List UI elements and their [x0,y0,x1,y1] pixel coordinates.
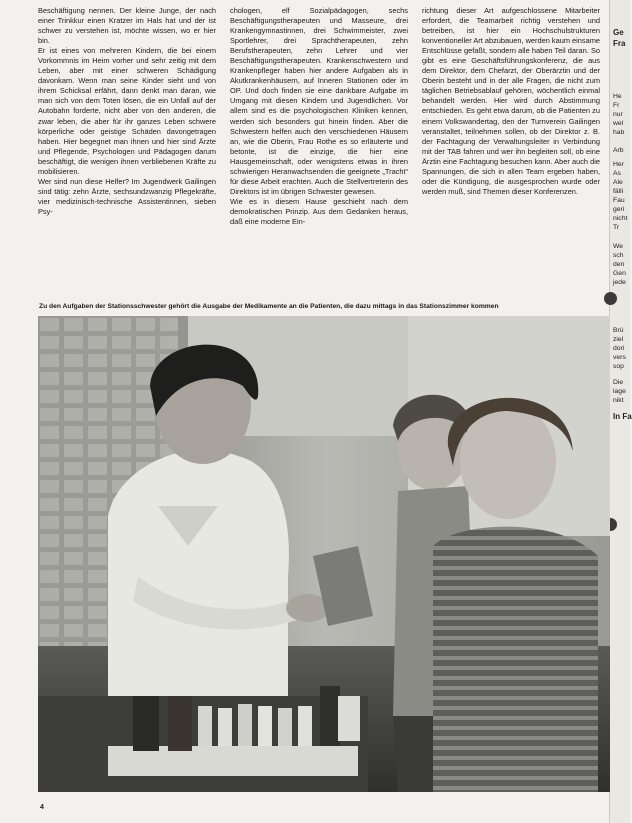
paragraph: richtung dieser Art aufgeschlossene Mitarbeiter erfordert, die Teamarbeit richtig verstehen und betreiben, ist hier ein Hochschulstrukturen konventioneller Art abzubauen, werden kaum einsame Entschlüsse gefaßt, sondern alle haben Teil daran. So gibt es eine Geschäftsführungskonferenz, die aus dem Direktor, dem Chefarzt, der Oberärztin und der Oberin besteht und in der alle Fragen, die nicht zum täglichen Betriebsablauf gehören, wöchentlich einmal behandelt werden. Hier wird durch Abstimmung entschieden. Es geht etwa darum, ob die Patienten zu einem Volkswandertag, den der Turnverein Gailingen veranstaltet, teilnehmen sollen, ob der Direktor z. B. der Fachtagung der Verwaltungsleiter in Verbindung mit der TAB fahren und wer ihn begleiten soll, ob eine Ärztin eine Fachtagung besuchen kann. Aber auch die Spannungen, die sich in allen Team ergeben haben, oder die Kündigung, die ausgesprochen wurde oder werden muß, sind Themen dieser Konferenzen. [422,6,600,196]
edge-fragment: sch [613,252,624,259]
photo-caption: Zu den Aufgaben der Stationsschwester gehört die Ausgabe der Medikamente an die Patienten, die dazu mittags in das Stationszimmer kommen [39,303,499,310]
edge-fragment: lage [613,388,626,395]
paragraph: Beschäftigung nennen. Der kleine Junge, der nach einer Trinkkur einen Kratzer im Hals hat und der ist schwer zu verstehen ist, möchte wissen, wo er hier bin. [38,6,216,46]
edge-fragment: We [613,243,624,250]
edge-fragment: den [613,261,625,268]
edge-fragment: wel [613,120,624,127]
paragraph: Er ist eines von mehreren Kindern, die bei einem Vorkommnis im Heim vorher und sehr zeitig mit dem Leben, aber mit einer schweren Schädigung davonkam. Wenn man seine Kinder sieht und von ihrem Schicksal erfährt, dann denkt man daran, wie man sich von dem Toten lösen, die ein Unfall auf der Autobahn forderte, nicht aber von den anderen, die zwar leben, die aber für ihr ganzes Leben schwere körperliche oder geistige Schäden davongetragen haben. Hier begegnet man ihnen und hier sind Ärzte und Pflegende, Psychologen und Pädagogen darum beschäftigt, die wenigen ihnen verbliebenen Kräfte zu mobilisieren. [38,46,216,176]
edge-fragment: Ge [613,28,624,37]
edge-fragment: geri [613,206,625,213]
edge-fragment: sop [613,363,624,370]
edge-fragment: dori [613,345,625,352]
edge-fragment: fälli [613,188,624,195]
text-column-3 [422,6,600,197]
edge-fragment: He [613,93,622,100]
edge-fragment: nikt [613,397,624,404]
edge-fragment: Die [613,379,624,386]
paragraph: chologen, elf Sozialpädagogen, sechs Beschäftigungstherapeuten und Masseure, drei Krankengymnastinnen, drei Schwimmeister, zwei Sportlehrer, drei Sprachtherapeuten, zehn Berufstherapeuten, zehn Lehrer und vier Beschäftigungstherapeuten. Krankenschwestern und Krankenpfleger haben hier andere Aufgaben als in Akutkrankenhäusern, auf Inneren Stationen oder im OP. Und doch finden sie eine dankbare Aufgabe im Umgang mit diesen Kindern und Jugendlichen. Vor allem sind es die psychologischen Kliniken kennen, werden sich besonders gut hinein finden. Aber die Schwestern helfen auch den verschiedenen Häusern an, wie die Oberin, Frau Rothe es so erläuterte und betonte, ist die einzige, die hier eine Hausgemeinschaft, oder wenigstens etwas in ihren schwierigen Heranwachsenden die geeignete „Tracht“ für diese Arbeit erachten. Auch die Stellvertreterin des Direktors ist im übrigen Schwester gewesen. [230,6,408,196]
edge-fragment: Ale [613,179,623,186]
page-number: 4 [40,804,44,811]
edge-fragment: nur [613,111,623,118]
edge-fragment: Fr [613,102,620,109]
edge-fragment: Fau [613,197,625,204]
paragraph: Wie es in diesem Hause geschieht nach dem demokratischen Prinzip. Aus dem Gedanken heraus, daß eine moderne Ein- [230,196,408,226]
edge-fragment: In Fa [613,412,632,421]
edge-fragment: Gen [613,270,626,277]
edge-fragment: Arb [613,147,624,154]
edge-fragment: vers [613,354,626,361]
edge-fragment: As [613,170,621,177]
adjacent-page-edge [609,0,630,823]
photo-illustration [38,316,610,792]
edge-fragment: Her [613,161,624,168]
edge-fragment: Tr [613,224,620,231]
photo-nurse-with-children [38,316,610,792]
edge-fragment: hab [613,129,625,136]
edge-fragment: Fra [613,39,626,48]
paragraph: Wer sind nun diese Helfer? Im Jugendwerk Gailingen sind tätig: zehn Ärzte, sechsundzwanzig Pflegekräfte, vier medizinisch-technische Assistentinnen, sieben Psy- [38,176,216,216]
edge-fragment: Brü [613,327,624,334]
edge-fragment: nicht [613,215,628,222]
edge-fragment: ziel [613,336,624,343]
edge-fragment: jede [613,279,626,286]
text-column-2 [230,6,408,227]
text-column-1 [38,6,216,217]
